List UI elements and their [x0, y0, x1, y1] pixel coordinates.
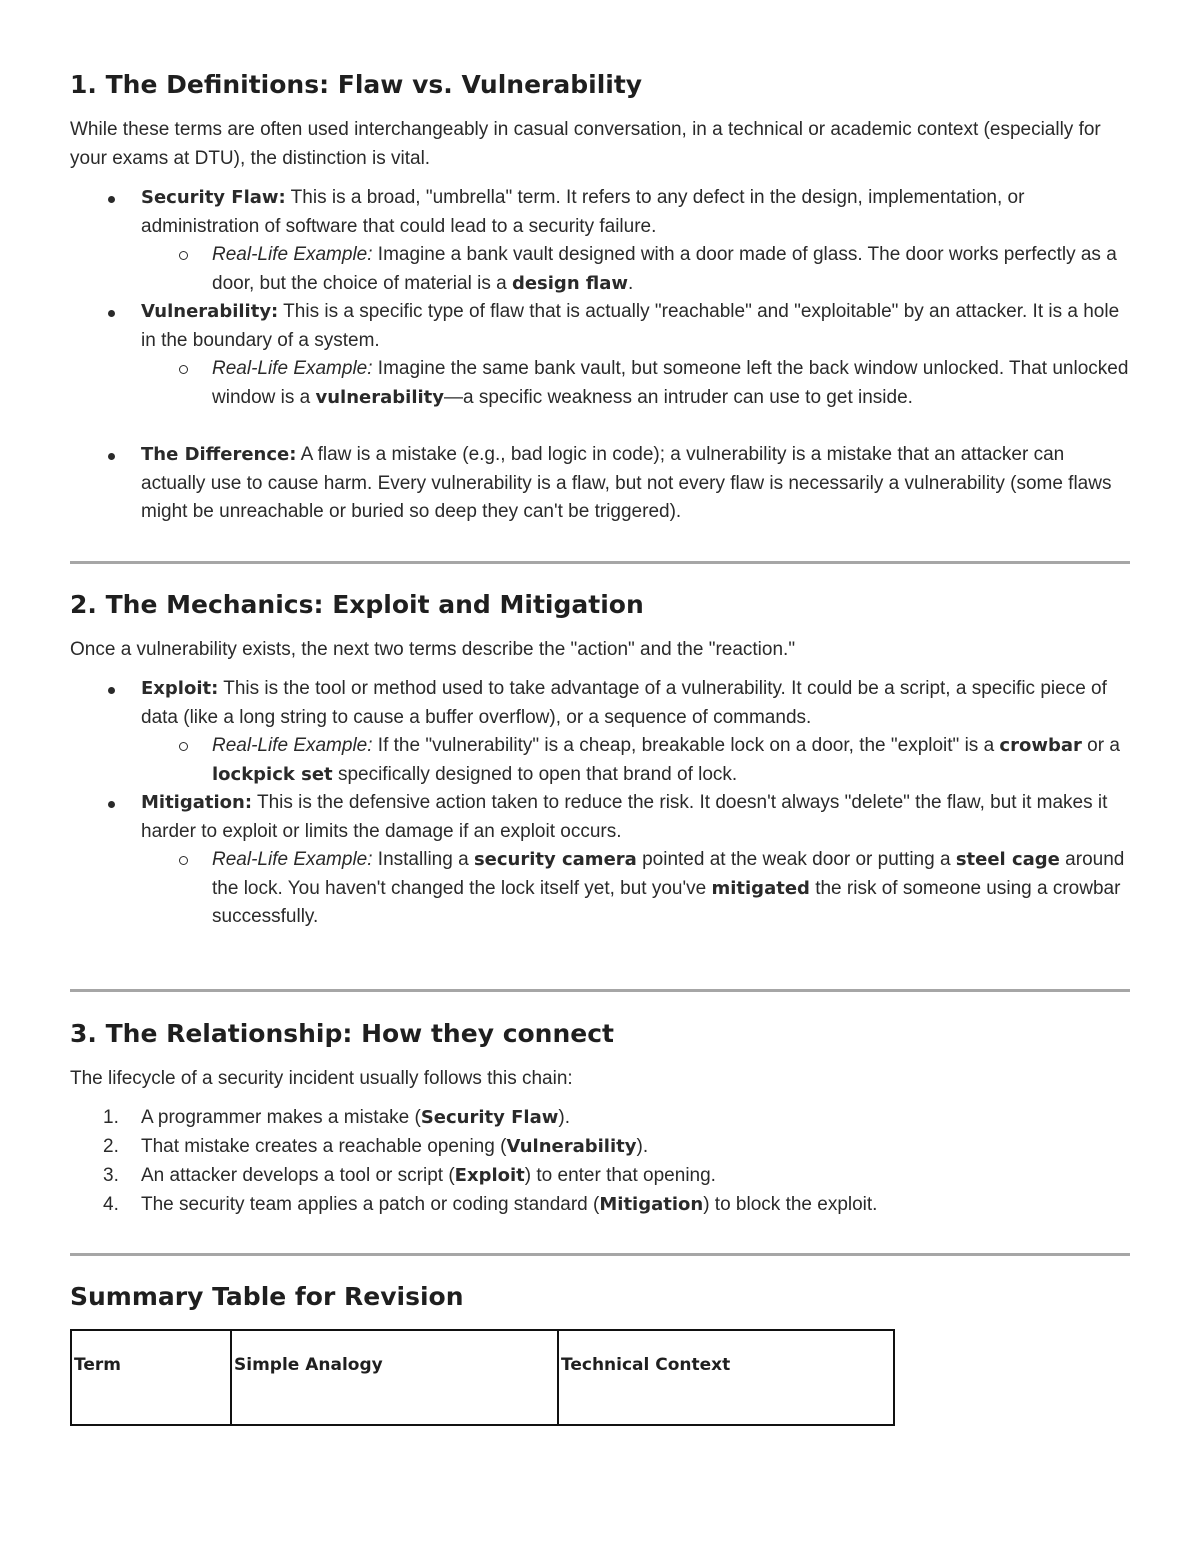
- list-item-flaw-example: [212, 241, 1130, 298]
- example-bold: lockpick set: [212, 763, 333, 785]
- step-text: The security team applies a patch or coding standard (: [141, 1194, 600, 1215]
- term-label: Vulnerability:: [141, 301, 279, 322]
- numbered-step: [103, 1133, 1131, 1162]
- bullet-icon: [108, 310, 115, 317]
- step-text-end: ).: [636, 1136, 649, 1157]
- circle-bullet-icon: [179, 856, 188, 865]
- summary-heading: Summary Table for Revision: [70, 1282, 464, 1311]
- step-bold: Exploit: [454, 1165, 525, 1186]
- table-header-cell: Technical Context: [558, 1330, 894, 1425]
- step-text-end: ).: [558, 1107, 570, 1128]
- term-label: Exploit:: [141, 678, 219, 699]
- example-label: Real-Life Example:: [212, 735, 373, 756]
- step-number: 3.: [103, 1165, 119, 1186]
- list-item-exploit: [141, 675, 1131, 732]
- step-bold: Mitigation: [599, 1194, 704, 1215]
- step-text-end: ) to enter that opening.: [524, 1165, 716, 1186]
- example-text: pointed at the weak door or putting a: [636, 849, 956, 870]
- example-text: around the lock. You haven't changed the lock itself yet, but you've: [212, 849, 1125, 899]
- example-text-end: .: [628, 272, 634, 294]
- section-divider: [70, 989, 1130, 992]
- step-text: That mistake creates a reachable opening (: [141, 1136, 507, 1157]
- example-text-end: specifically designed to open that brand of lock.: [332, 763, 738, 785]
- example-label: Real-Life Example:: [212, 358, 373, 379]
- numbered-step: [103, 1104, 1131, 1133]
- term-label: Mitigation:: [141, 792, 253, 813]
- step-text: A programmer makes a mistake (: [141, 1107, 421, 1128]
- numbered-step: [103, 1191, 1131, 1220]
- bullet-icon: [108, 196, 115, 203]
- section-divider: [70, 561, 1130, 564]
- section-1-intro: While these terms are often used interchangeably in casual conversation, in a technical or academic context (especially for your exams at DTU), the distinction is vital.: [70, 119, 1101, 169]
- circle-bullet-icon: [179, 742, 188, 751]
- step-number: 4.: [103, 1194, 119, 1215]
- list-item-security-flaw: [141, 184, 1131, 241]
- list-item-vulnerability: [141, 298, 1131, 355]
- example-bold: steel cage: [955, 849, 1060, 870]
- example-label: Real-Life Example:: [212, 244, 373, 265]
- section-2-heading: 2. The Mechanics: Exploit and Mitigation: [70, 590, 644, 619]
- section-2-intro: Once a vulnerability exists, the next two terms describe the "action" and the "reaction.": [70, 639, 796, 660]
- step-bold: Security Flaw: [420, 1107, 559, 1128]
- bullet-icon: [108, 453, 115, 460]
- example-bold: vulnerability: [315, 386, 444, 408]
- example-bold: security camera: [473, 849, 637, 870]
- example-bold: mitigated: [711, 877, 810, 899]
- list-item-mitigation: [141, 789, 1131, 846]
- example-text-end: —a specific weakness an intruder can use to get inside.: [444, 386, 913, 408]
- table-header-cell: Simple Analogy: [231, 1330, 558, 1425]
- example-text: If the "vulnerability" is a cheap, breakable lock on a door, the "exploit" is a: [372, 735, 1000, 756]
- term-text: This is a specific type of flaw that is actually "reachable" and "exploitable" by an attacker. It is a hole in the boundary of a system.: [141, 301, 1120, 351]
- list-item-exploit-example: [212, 732, 1130, 789]
- step-text-end: ) to block the exploit.: [703, 1194, 878, 1215]
- example-text: Imagine the same bank vault, but someone left the back window unlocked. That unlocked window is a: [212, 358, 1129, 408]
- step-bold: Vulnerability: [506, 1136, 637, 1157]
- term-text: This is the defensive action taken to reduce the risk. It doesn't always "delete" the flaw, but it makes it harder to exploit or limits the damage if an exploit occurs.: [141, 792, 1108, 842]
- circle-bullet-icon: [179, 251, 188, 260]
- example-text-end: the risk of someone using a crowbar successfully.: [212, 877, 1121, 927]
- term-text: This is the tool or method used to take advantage of a vulnerability. It could be a script, a specific piece of data (like a long string to cause a buffer overflow), or a sequence of commands.: [141, 678, 1107, 728]
- bullet-icon: [108, 801, 115, 808]
- circle-bullet-icon: [179, 365, 188, 374]
- table-header-cell: Term: [71, 1330, 231, 1425]
- summary-table: [70, 1329, 895, 1426]
- section-3-intro: The lifecycle of a security incident usually follows this chain:: [70, 1068, 573, 1089]
- table-row: [71, 1330, 894, 1425]
- list-item-difference: [141, 441, 1131, 527]
- numbered-step: [103, 1162, 1131, 1191]
- section-divider: [70, 1253, 1130, 1256]
- bullet-icon: [108, 687, 115, 694]
- term-label: Security Flaw:: [141, 187, 286, 208]
- example-bold: crowbar: [999, 735, 1082, 756]
- list-item-vuln-example: [212, 355, 1130, 412]
- term-text: This is a broad, "umbrella" term. It refers to any defect in the design, implementation, or administration of software that could lead to a security failure.: [141, 187, 1025, 237]
- example-text: Imagine a bank vault designed with a door made of glass. The door works perfectly as a door, but the choice of material is a: [212, 244, 1117, 294]
- section-3-heading: 3. The Relationship: How they connect: [70, 1019, 615, 1048]
- term-text: A flaw is a mistake (e.g., bad logic in code); a vulnerability is a mistake that an attacker can actually use to cause harm. Every vulnerability is a flaw, but not every flaw is necessarily a vulnerability (some flaws might be unreachable or buried so deep they can't be triggered).: [141, 444, 1112, 522]
- step-number: 2.: [103, 1136, 119, 1157]
- step-number: 1.: [103, 1107, 119, 1128]
- list-item-mitigation-example: [212, 846, 1130, 932]
- example-text: Installing a: [372, 849, 474, 870]
- example-text: or a: [1081, 735, 1120, 756]
- step-text: An attacker develops a tool or script (: [141, 1165, 455, 1186]
- example-bold: design flaw: [511, 272, 629, 294]
- section-1-heading: 1. The Definitions: Flaw vs. Vulnerability: [70, 70, 643, 99]
- example-label: Real-Life Example:: [212, 849, 373, 870]
- term-label: The Difference:: [141, 444, 297, 465]
